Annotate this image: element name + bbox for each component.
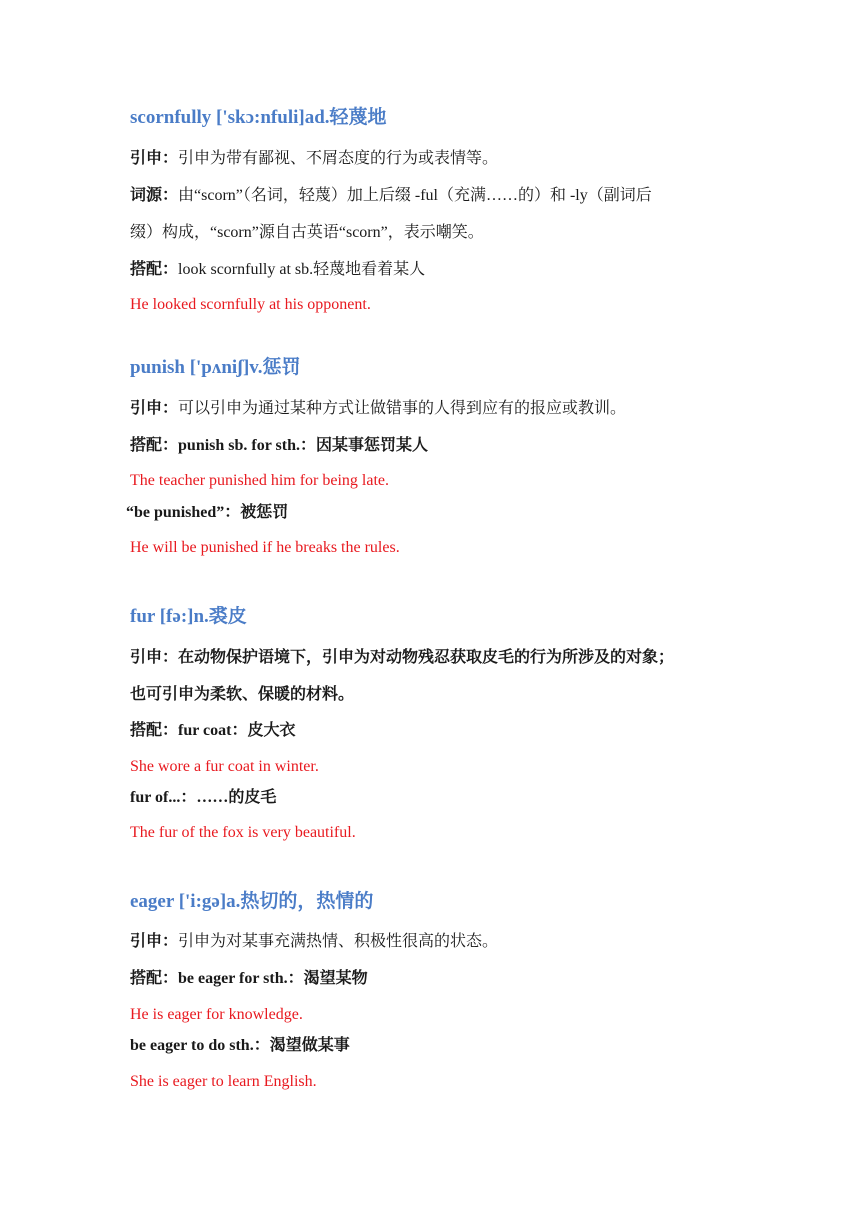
example-sentence: He will be punished if he breaks the rules. [130, 539, 400, 556]
collocation-line [130, 968, 368, 990]
extension-text: 引申为对某事充满热情、积极性很高的状态。 [178, 933, 499, 950]
collocation-text: punish sb. for sth.：因某事惩罚某人 [178, 437, 429, 454]
headword: eager ['i:gə]a.热切的，热情的 [130, 891, 374, 912]
etymology-text: 由“scorn”（名词，轻蔑）加上后缀 -ful（充满……的）和 -ly（副词后 [178, 187, 652, 204]
collocation-label: 搭配： [130, 261, 179, 278]
extension-line [130, 931, 498, 953]
phrase: “be punished”：被惩罚 [126, 504, 289, 521]
headword: fur [fə:]n.裘皮 [130, 606, 247, 627]
extension-label: 引申： [130, 933, 179, 950]
extension-text: 引申为带有鄙视、不屑态度的行为或表情等。 [178, 150, 499, 167]
phrase: fur of...：……的皮毛 [130, 789, 277, 806]
collocation-label: 搭配： [130, 437, 179, 454]
extension-label: 引申： [130, 400, 179, 417]
example-sentence: She wore a fur coat in winter. [130, 758, 319, 775]
example-sentence: She is eager to learn English. [130, 1073, 317, 1090]
extension-label: 引申： [130, 150, 179, 167]
etymology-line [130, 185, 652, 207]
extension-line [130, 647, 674, 669]
extension-text: 在动物保护语境下，引申为对动物残忍获取皮毛的行为所涉及的对象； [178, 649, 675, 666]
collocation-line [130, 259, 425, 281]
collocation-label: 搭配： [130, 970, 179, 987]
example-sentence: The teacher punished him for being late. [130, 472, 390, 489]
example-sentence: He looked scornfully at his opponent. [130, 296, 371, 313]
example-sentence: He is eager for knowledge. [130, 1006, 303, 1023]
collocation-text: fur coat：皮大衣 [178, 722, 296, 739]
phrase: be eager to do sth.：渴望做某事 [130, 1037, 350, 1054]
collocation-line [130, 720, 296, 742]
extension-text: 可以引申为通过某种方式让做错事的人得到应有的报应或教训。 [178, 400, 627, 417]
extension-label: 引申： [130, 649, 179, 666]
collocation-text: look scornfully at sb.轻蔑地看着某人 [178, 261, 426, 278]
extension-line [130, 148, 498, 170]
example-sentence: The fur of the fox is very beautiful. [130, 824, 356, 841]
etymology-label: 词源： [130, 187, 179, 204]
collocation-text: be eager for sth.：渴望某物 [178, 970, 368, 987]
etymology-continuation: 缀）构成，“scorn”源自古英语“scorn”，表示嘲笑。 [130, 224, 484, 241]
headword: punish ['pʌniʃ]v.惩罚 [130, 357, 301, 378]
headword: scornfully ['skɔ:nfuli]ad.轻蔑地 [130, 107, 387, 128]
extension-continuation: 也可引申为柔软、保暖的材料。 [130, 686, 355, 703]
collocation-label: 搭配： [130, 722, 179, 739]
collocation-line [130, 435, 428, 457]
extension-line [130, 398, 626, 420]
